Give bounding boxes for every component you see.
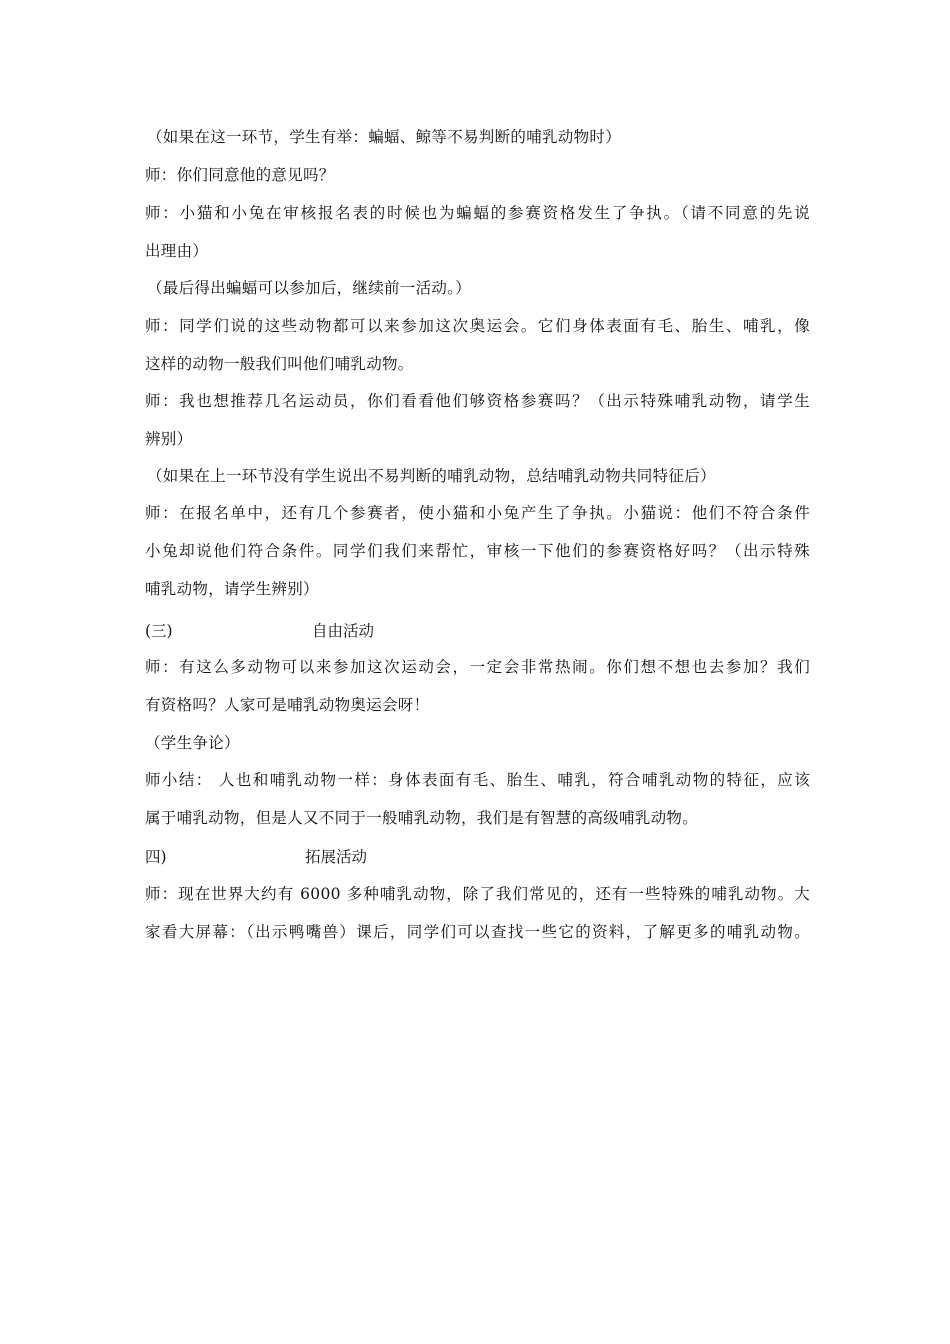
- paragraph-line: 师：同学们说的这些动物都可以来参加这次奥运会。它们身体表面有毛、胎生、哺乳，像: [145, 317, 810, 335]
- paragraph-line: 家看大屏幕：（出示鸭嘴兽）课后，同学们可以查找一些它的资料，了解更多的哺乳动物。: [145, 923, 810, 941]
- paragraph-line: 师：现在世界大约有 6000 多种哺乳动物，除了我们常见的，还有一些特殊的哺乳动物。大: [145, 885, 810, 903]
- paragraph-line: （学生争论）: [145, 734, 240, 752]
- section-title: 自由活动: [312, 622, 375, 640]
- section-heading-4: [145, 847, 445, 867]
- paragraph-line: 师小结： 人也和哺乳动物一样：身体表面有毛、胎生、哺乳，符合哺乳动物的特征，应该: [145, 771, 810, 789]
- section-heading-3: [145, 621, 445, 641]
- paragraph-line: 小兔却说他们符合条件。同学们我们来帮忙，审核一下他们的参赛资格好吗？（出示特殊: [145, 542, 810, 560]
- paragraph-line: 属于哺乳动物，但是人又不同于一般哺乳动物，我们是有智慧的高级哺乳动物。: [145, 809, 699, 827]
- paragraph-line: 师：你们同意他的意见吗？: [145, 166, 335, 184]
- paragraph-line: 出理由）: [145, 242, 209, 260]
- section-number: 四): [145, 848, 167, 866]
- paragraph-line: （最后得出蝙蝠可以参加后，继续前一活动。）: [147, 279, 472, 297]
- paragraph-line: （如果在上一环节没有学生说出不易判断的哺乳动物，总结哺乳动物共同特征后）: [147, 467, 716, 485]
- paragraph-line: （如果在这一环节，学生有举：蝙蝠、鲸等不易判断的哺乳动物时）: [147, 128, 622, 146]
- paragraph-line: 这样的动物一般我们叫他们哺乳动物。: [145, 355, 414, 373]
- paragraph-line: 师：小猫和小兔在审核报名表的时候也为蝙蝠的参赛资格发生了争执。（请不同意的先说: [145, 204, 810, 222]
- section-title: 拓展活动: [305, 848, 368, 866]
- paragraph-line: 辨别）: [145, 430, 193, 448]
- paragraph-line: 师：在报名单中，还有几个参赛者，使小猫和小兔产生了争执。小猫说：他们不符合条件: [145, 504, 810, 522]
- paragraph-line: 师：我也想推荐几名运动员，你们看看他们够资格参赛吗？（出示特殊哺乳动物，请学生: [145, 392, 810, 410]
- paragraph-line: 师：有这么多动物可以来参加这次运动会，一定会非常热闹。你们想不想也去参加？我们: [145, 658, 810, 676]
- paragraph-line: 有资格吗？人家可是哺乳动物奥运会呀！: [145, 696, 430, 714]
- paragraph-line: 哺乳动物，请学生辨别）: [145, 580, 319, 598]
- section-number: (三): [145, 622, 173, 640]
